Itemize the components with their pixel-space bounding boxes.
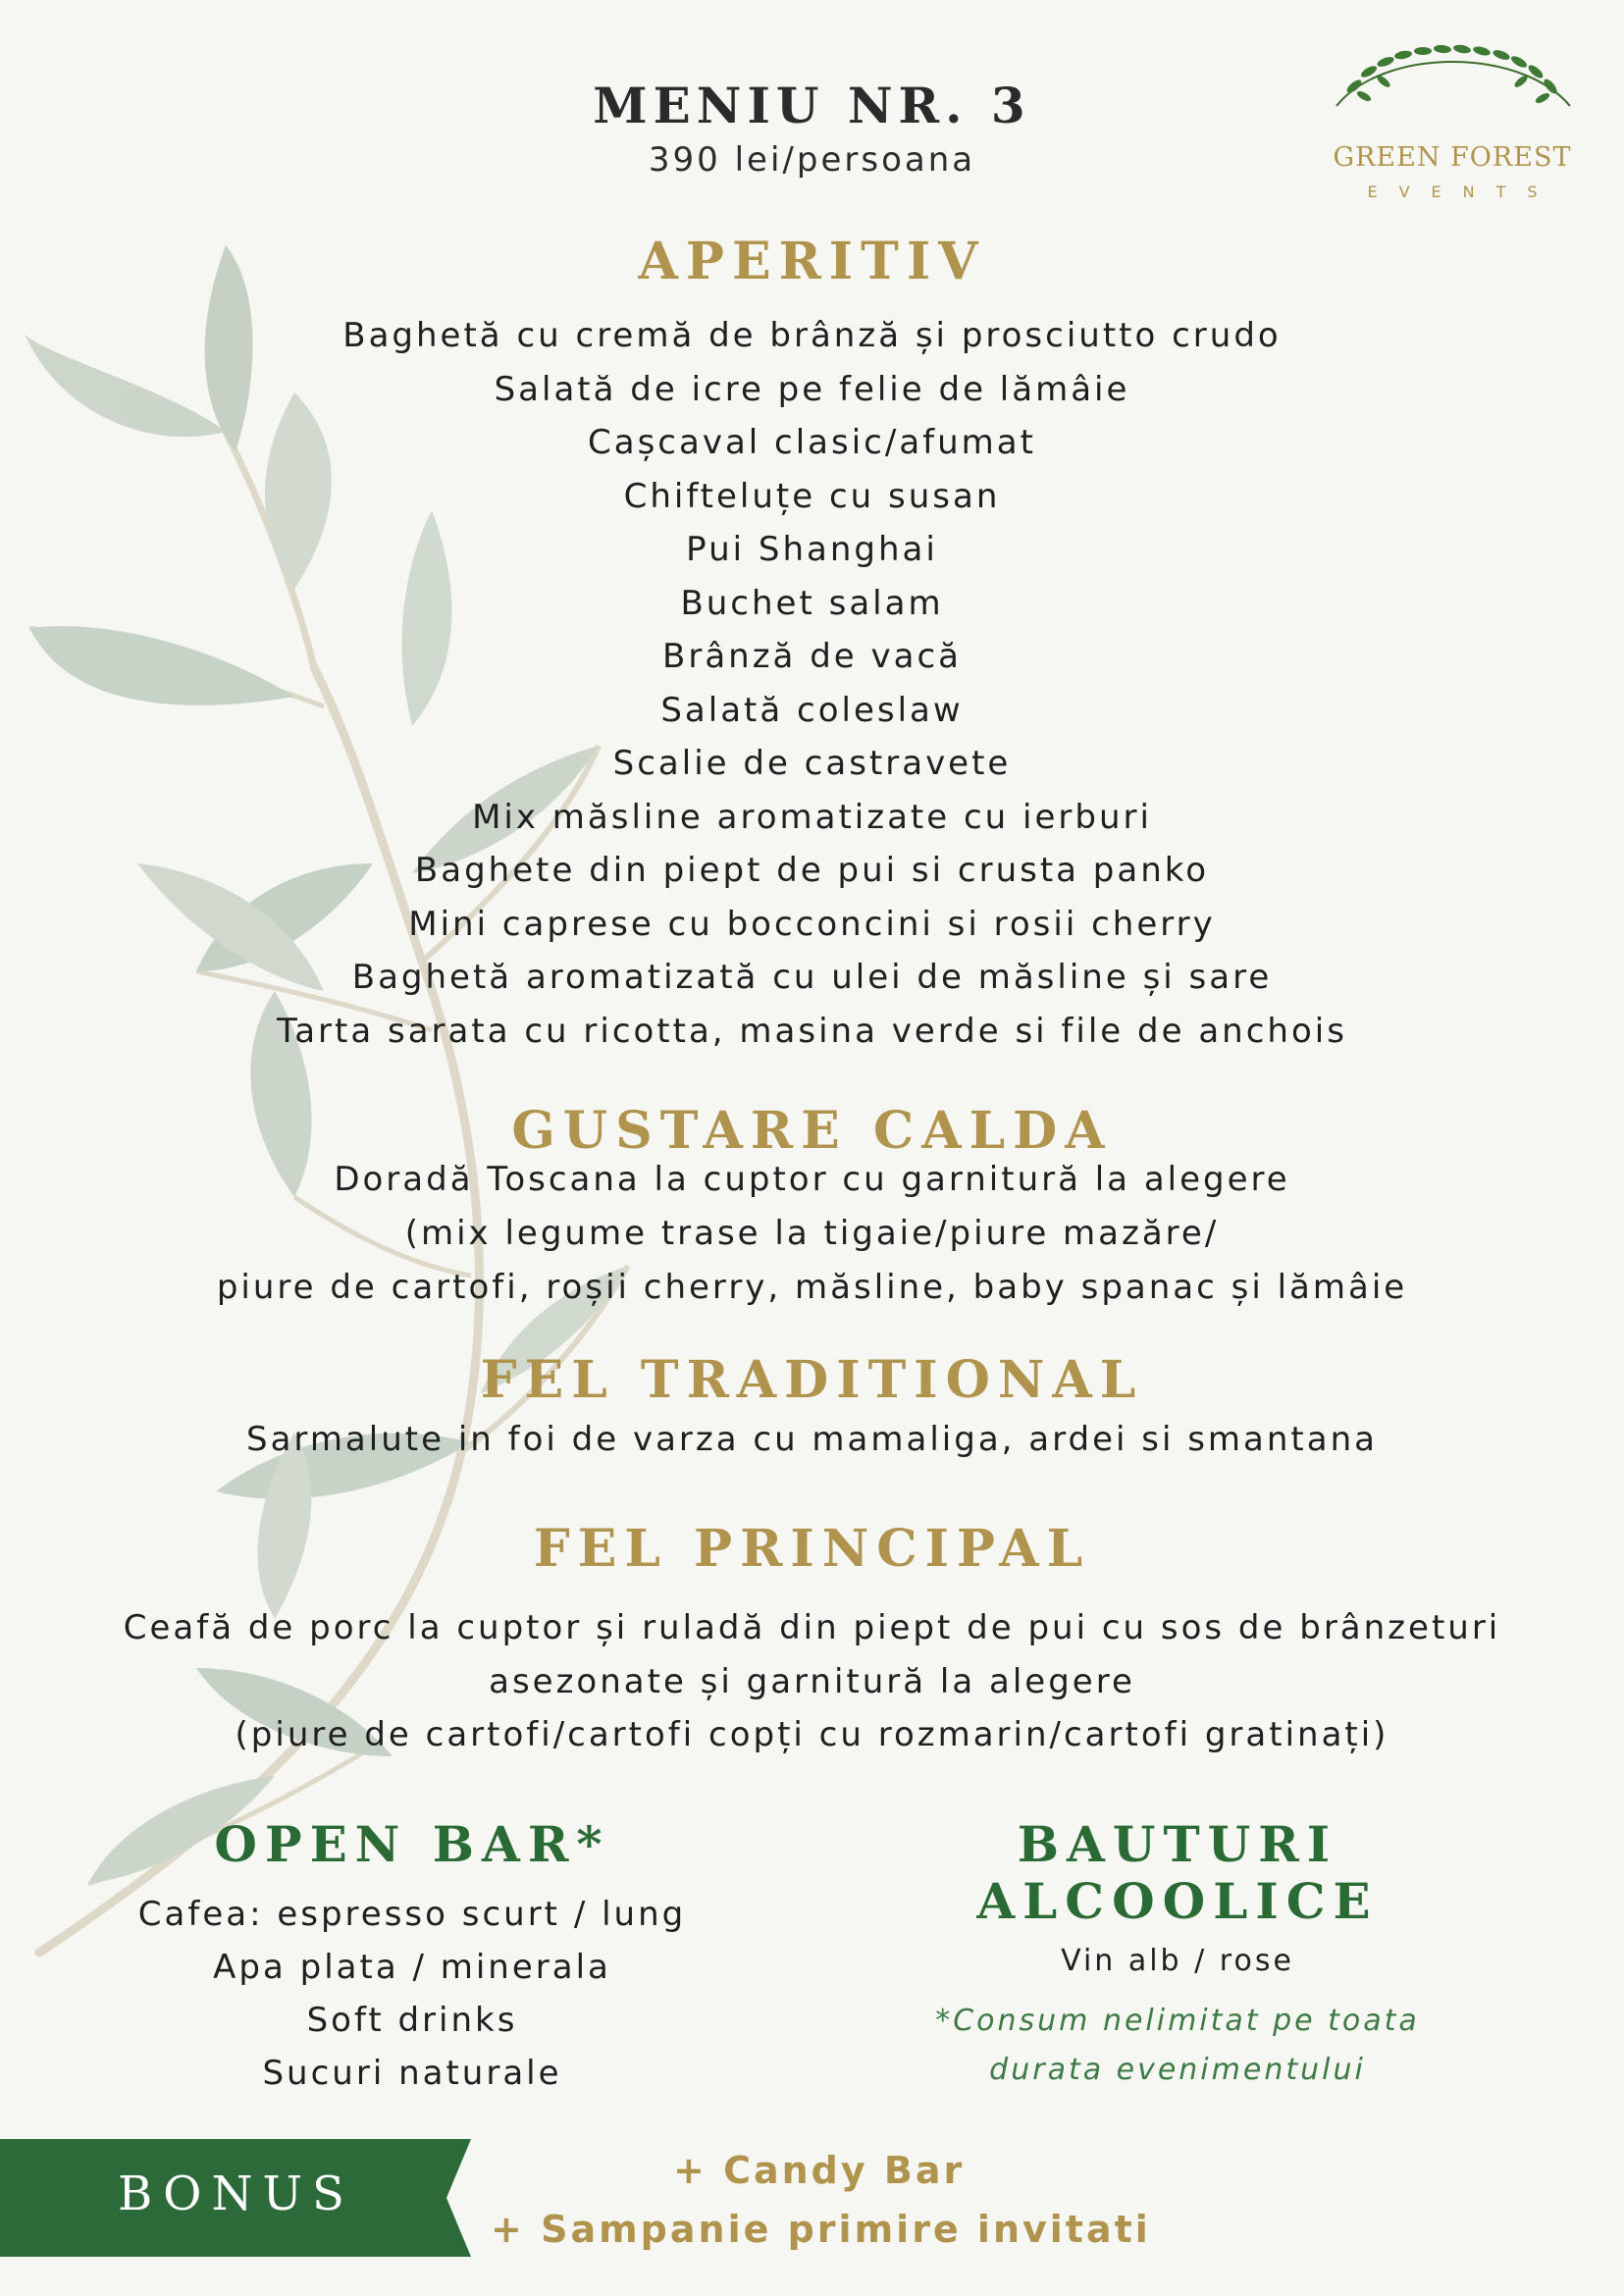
list-item: Cașcaval clasic/afumat xyxy=(588,423,1036,462)
list-item: Salată coleslaw xyxy=(660,690,964,730)
list-item: Sucuri naturale xyxy=(262,2054,562,2093)
bonus-list xyxy=(491,2141,1151,2259)
bonus-label: BONUS xyxy=(118,2166,354,2221)
list-item: Baghete din piept de pui si crusta panko xyxy=(414,851,1210,890)
bonus-item: + Sampanie primire invitati xyxy=(491,2208,1151,2251)
list-item: Brânză de vacă xyxy=(662,637,962,676)
list-item: (piure de cartofi/cartofi copți cu rozmarin/cartofi gratinați) xyxy=(235,1715,1389,1754)
menu-price: 390 lei/persoana xyxy=(648,140,976,180)
bonus-item: + Candy Bar xyxy=(673,2149,966,2192)
open-bar-title: OPEN BAR* xyxy=(214,1815,610,1873)
menu-title: MENIU NR. 3 xyxy=(593,77,1031,134)
logo-name: GREEN FOREST xyxy=(1333,142,1572,173)
list-item: Cafea: espresso scurt / lung xyxy=(137,1895,687,1934)
section-title-aperitiv: APERITIV xyxy=(638,232,986,291)
bauturi-title-line2: ALCOOLICE xyxy=(976,1872,1379,1930)
section-title-fel-principal: FEL PRINCIPAL xyxy=(533,1519,1091,1579)
bauturi-note-line2: durata evenimentului xyxy=(989,2053,1366,2087)
logo-subtitle: EVENTS xyxy=(1367,183,1559,201)
list-item: Salată de icre pe felie de lămâie xyxy=(494,369,1130,409)
list-item: Mini caprese cu bocconcini si rosii cherry xyxy=(408,904,1216,944)
section-title-gustare-calda: GUSTARE CALDA xyxy=(511,1101,1113,1161)
list-item: Soft drinks xyxy=(306,2001,518,2040)
section-title-fel-traditional: FEL TRADITIONAL xyxy=(480,1350,1144,1410)
list-item: Buchet salam xyxy=(680,583,944,623)
bauturi-item: Vin alb / rose xyxy=(1061,1944,1294,1978)
list-item: Mix măsline aromatizate cu ierburi xyxy=(472,797,1152,837)
list-item: Doradă Toscana la cuptor cu garnitură la alegere xyxy=(334,1160,1290,1199)
list-item: asezonate și garnitură la alegere xyxy=(489,1661,1135,1701)
open-bar-list xyxy=(118,1888,707,2100)
list-item: Scalie de castravete xyxy=(612,744,1012,783)
list-item: Apa plata / minerala xyxy=(213,1948,611,1987)
bauturi-title-line1: BAUTURI xyxy=(1017,1815,1338,1873)
bauturi-note-line1: *Consum nelimitat pe toata xyxy=(935,2004,1420,2038)
list-item: Tarta sarata cu ricotta, masina verde si file de anchois xyxy=(277,1011,1347,1051)
list-item: Chifteluțe cu susan xyxy=(623,476,1001,516)
list-item: Baghetă aromatizată cu ulei de măsline și sare xyxy=(351,958,1273,997)
fel-traditional-list xyxy=(0,1413,1624,1467)
fel-principal-list xyxy=(0,1601,1624,1762)
list-item: (mix legume trase la tigaie/piure mazăre/ xyxy=(404,1214,1220,1253)
list-item: Ceafă de porc la cuptor și ruladă din piept de pui cu sos de brânzeturi xyxy=(123,1608,1501,1647)
list-item: Baghetă cu cremă de brânză și prosciutto crudo xyxy=(342,316,1282,355)
gustare-calda-list xyxy=(0,1153,1624,1315)
list-item: piure de cartofi, roșii cherry, măsline, baby spanac și lămâie xyxy=(216,1268,1408,1307)
aperitiv-list xyxy=(0,309,1624,1058)
list-item: Sarmalute in foi de varza cu mamaliga, ardei si smantana xyxy=(246,1420,1378,1459)
list-item: Pui Shanghai xyxy=(686,530,938,569)
